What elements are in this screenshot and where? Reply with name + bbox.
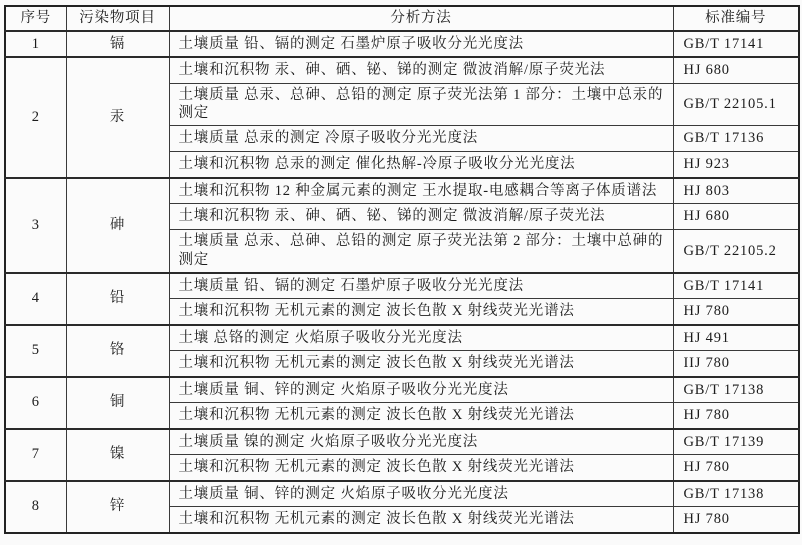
pollutant-cell: 砷 [66,178,169,273]
header-row [5,6,799,31]
standard-cell: HJ 680 [673,204,799,230]
serial-number-cell: 5 [5,325,66,377]
standard-cell: GB/T 22105.1 [673,83,799,126]
serial-number-cell: 3 [5,178,66,273]
standard-cell: GB/T 17141 [673,31,799,57]
method-cell: 土壤和沉积物 无机元素的测定 波长色散 X 射线荧光光谱法 [169,455,673,481]
analysis-methods-table [4,5,800,534]
table-row [5,377,799,403]
serial-number-cell: 8 [5,481,66,533]
standard-cell: IIJ 780 [673,351,799,377]
serial-number-cell: 2 [5,57,66,178]
table-row [5,57,799,83]
method-cell: 土壤质量 镍的测定 火焰原子吸收分光光度法 [169,429,673,455]
standard-cell: HJ 491 [673,325,799,351]
serial-number-cell: 4 [5,273,66,325]
serial-number-cell: 7 [5,429,66,481]
method-cell: 土壤质量 铅、镉的测定 石墨炉原子吸收分光光度法 [169,31,673,57]
method-cell: 土壤和沉积物 总汞的测定 催化热解-冷原子吸收分光光度法 [169,152,673,178]
table-body [5,31,799,533]
pollutant-cell: 铬 [66,325,169,377]
method-cell: 土壤和沉积物 汞、砷、硒、铋、锑的测定 微波消解/原子荧光法 [169,57,673,83]
serial-number-cell: 1 [5,31,66,57]
method-cell: 土壤 总铬的测定 火焰原子吸收分光光度法 [169,325,673,351]
method-cell: 土壤和沉积物 无机元素的测定 波长色散 X 射线荧光光谱法 [169,403,673,429]
pollutant-cell: 铜 [66,377,169,429]
method-cell: 土壤质量 铜、锌的测定 火焰原子吸收分光光度法 [169,481,673,507]
standard-cell: GB/T 17136 [673,126,799,152]
pollutant-cell: 汞 [66,57,169,178]
standard-cell: HJ 680 [673,57,799,83]
header-pollutant: 污染物项目 [66,6,169,31]
table-row [5,31,799,57]
method-cell: 土壤和沉积物 无机元素的测定 波长色散 X 射线荧光光谱法 [169,299,673,325]
table-row [5,273,799,299]
method-cell: 土壤质量 总汞的测定 冷原子吸收分光光度法 [169,126,673,152]
method-cell: 土壤质量 总汞、总砷、总铅的测定 原子荧光法第 2 部分：土壤中总砷的测定 [169,230,673,273]
method-cell: 土壤和沉积物 无机元素的测定 波长色散 X 射线荧光光谱法 [169,351,673,377]
header-serial-number: 序号 [5,6,66,31]
pollutant-cell: 锌 [66,481,169,533]
header-analysis-method: 分析方法 [169,6,673,31]
standard-cell: HJ 780 [673,507,799,533]
method-cell: 土壤和沉积物 汞、砷、硒、铋、锑的测定 微波消解/原子荧光法 [169,204,673,230]
standard-cell: GB/T 17139 [673,429,799,455]
standard-cell: HJ 780 [673,299,799,325]
standard-cell: HJ 780 [673,455,799,481]
table-row [5,325,799,351]
method-cell: 土壤和沉积物 无机元素的测定 波长色散 X 射线荧光光谱法 [169,507,673,533]
pollutant-cell: 铅 [66,273,169,325]
standard-cell: GB/T 17138 [673,377,799,403]
method-cell: 土壤质量 铅、镉的测定 石墨炉原子吸收分光光度法 [169,273,673,299]
standard-cell: HJ 780 [673,403,799,429]
standard-cell: HJ 803 [673,178,799,204]
method-cell: 土壤质量 铜、锌的测定 火焰原子吸收分光光度法 [169,377,673,403]
header-standard-number: 标准编号 [673,6,799,31]
method-cell: 土壤质量 总汞、总砷、总铅的测定 原子荧光法第 1 部分：土壤中总汞的测定 [169,83,673,126]
standard-cell: GB/T 22105.2 [673,230,799,273]
serial-number-cell: 6 [5,377,66,429]
standard-cell: GB/T 17138 [673,481,799,507]
standard-cell: GB/T 17141 [673,273,799,299]
standard-cell: HJ 923 [673,152,799,178]
pollutant-cell: 镉 [66,31,169,57]
table-header [5,6,799,31]
pollutant-cell: 镍 [66,429,169,481]
method-cell: 土壤和沉积物 12 种金属元素的测定 王水提取-电感耦合等离子体质谱法 [169,178,673,204]
table-row [5,178,799,204]
table-row [5,429,799,455]
table-row [5,481,799,507]
